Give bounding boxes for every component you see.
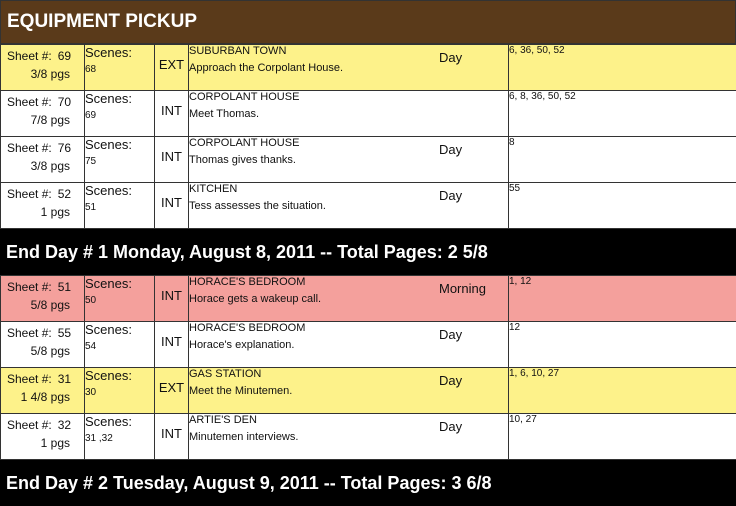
cast-ids: 1, 12 [509, 276, 736, 322]
sheet-info [1, 45, 84, 87]
sheet-number: 69 [58, 49, 71, 63]
scenes-label: Scenes: [85, 137, 154, 152]
scene-description: Meet Thomas. [189, 108, 508, 120]
set-cell [189, 414, 509, 460]
sheet-number: 76 [58, 141, 71, 155]
sheet-info [1, 137, 84, 179]
scenes-cell [85, 45, 155, 91]
set-name: HORACE'S BEDROOM [189, 276, 508, 288]
scenes-cell [85, 322, 155, 368]
time-of-day: Morning [439, 281, 486, 296]
set-cell [189, 322, 509, 368]
scenes-label: Scenes: [85, 183, 154, 198]
stripboard-title: EQUIPMENT PICKUP [0, 0, 736, 44]
page-count: 1 pgs [41, 205, 70, 219]
sheet-cell [1, 45, 85, 91]
sheet-number: 70 [58, 95, 71, 109]
int-ext: INT [155, 183, 189, 229]
page-count: 1 4/8 pgs [21, 390, 70, 404]
scene-numbers: 69 [85, 110, 154, 121]
scenes-label: Scenes: [85, 322, 154, 337]
cast-ids: 6, 8, 36, 50, 52 [509, 91, 736, 137]
cast-ids: 8 [509, 137, 736, 183]
int-ext: EXT [155, 368, 189, 414]
sheet-info [1, 91, 84, 133]
scenes-label: Scenes: [85, 276, 154, 291]
set-name: ARTIE'S DEN [189, 414, 508, 426]
scene-numbers: 54 [85, 341, 154, 352]
sheet-cell [1, 368, 85, 414]
int-ext: INT [155, 414, 189, 460]
sheet-info [1, 368, 84, 410]
page-count: 5/8 pgs [31, 344, 70, 358]
set-name: HORACE'S BEDROOM [189, 322, 508, 334]
page-count: 7/8 pgs [31, 113, 70, 127]
cast-ids: 1, 6, 10, 27 [509, 368, 736, 414]
end-day-banner: End Day # 1 Monday, August 8, 2011 -- Total Pages: 2 5/8 [0, 229, 736, 275]
scene-numbers: 50 [85, 295, 154, 306]
sheet-cell [1, 91, 85, 137]
end-day-banner: End Day # 2 Tuesday, August 9, 2011 -- Total Pages: 3 6/8 [0, 460, 736, 506]
scene-numbers: 68 [85, 64, 154, 75]
sheet-label: Sheet #: [7, 187, 52, 201]
sheet-cell [1, 183, 85, 229]
strip-row[interactable] [1, 45, 736, 91]
time-of-day: Day [439, 327, 462, 342]
strip-row[interactable] [1, 183, 736, 229]
time-of-day: Day [439, 188, 462, 203]
strip-row[interactable] [1, 322, 736, 368]
page-count: 3/8 pgs [31, 67, 70, 81]
scenes-cell [85, 368, 155, 414]
scenes-cell [85, 91, 155, 137]
scene-numbers: 51 [85, 202, 154, 213]
scenes-cell [85, 183, 155, 229]
sheet-number: 51 [58, 280, 71, 294]
sheet-label: Sheet #: [7, 280, 52, 294]
strip-row[interactable] [1, 368, 736, 414]
set-cell [189, 137, 509, 183]
cast-ids: 55 [509, 183, 736, 229]
scene-description: Horace gets a wakeup call. [189, 293, 508, 305]
sheet-label: Sheet #: [7, 372, 52, 386]
scene-description: Tess assesses the situation. [189, 200, 508, 212]
set-cell [189, 368, 509, 414]
scene-numbers: 30 [85, 387, 154, 398]
sheet-number: 32 [58, 418, 71, 432]
sheet-info [1, 414, 84, 456]
set-name: KITCHEN [189, 183, 508, 195]
sheet-cell [1, 276, 85, 322]
time-of-day: Day [439, 419, 462, 434]
set-name: CORPOLANT HOUSE [189, 137, 508, 149]
scenes-label: Scenes: [85, 91, 154, 106]
sheet-label: Sheet #: [7, 326, 52, 340]
strip-table [0, 44, 736, 229]
strip-row[interactable] [1, 276, 736, 322]
sheet-label: Sheet #: [7, 49, 52, 63]
set-cell [189, 183, 509, 229]
sheet-number: 31 [58, 372, 71, 386]
scenes-label: Scenes: [85, 368, 154, 383]
sheet-label: Sheet #: [7, 418, 52, 432]
int-ext: INT [155, 322, 189, 368]
stripboard-body [0, 44, 736, 506]
scene-description: Horace's explanation. [189, 339, 508, 351]
sheet-cell [1, 322, 85, 368]
cast-ids: 6, 36, 50, 52 [509, 45, 736, 91]
cast-ids: 10, 27 [509, 414, 736, 460]
sheet-info [1, 322, 84, 364]
scenes-label: Scenes: [85, 45, 154, 60]
time-of-day: Day [439, 142, 462, 157]
set-name: SUBURBAN TOWN [189, 45, 508, 57]
sheet-cell [1, 137, 85, 183]
strip-row[interactable] [1, 414, 736, 460]
scene-description: Meet the Minutemen. [189, 385, 508, 397]
set-name: CORPOLANT HOUSE [189, 91, 508, 103]
int-ext: INT [155, 276, 189, 322]
set-name: GAS STATION [189, 368, 508, 380]
scenes-cell [85, 276, 155, 322]
scene-description: Thomas gives thanks. [189, 154, 508, 166]
set-cell [189, 45, 509, 91]
sheet-number: 55 [58, 326, 71, 340]
sheet-cell [1, 414, 85, 460]
scenes-cell [85, 414, 155, 460]
scenes-label: Scenes: [85, 414, 154, 429]
sheet-number: 52 [58, 187, 71, 201]
page-count: 1 pgs [41, 436, 70, 450]
strip-row[interactable] [1, 91, 736, 137]
int-ext: EXT [155, 45, 189, 91]
scene-description: Approach the Corpolant House. [189, 62, 508, 74]
scenes-cell [85, 137, 155, 183]
cast-ids: 12 [509, 322, 736, 368]
sheet-label: Sheet #: [7, 95, 52, 109]
strip-table [0, 275, 736, 460]
time-of-day: Day [439, 373, 462, 388]
int-ext: INT [155, 137, 189, 183]
sheet-info [1, 276, 84, 318]
time-of-day: Day [439, 50, 462, 65]
page-count: 3/8 pgs [31, 159, 70, 173]
int-ext: INT [155, 91, 189, 137]
strip-row[interactable] [1, 137, 736, 183]
sheet-label: Sheet #: [7, 141, 52, 155]
set-cell [189, 276, 509, 322]
scene-numbers: 31 ,32 [85, 433, 154, 444]
scene-description: Minutemen interviews. [189, 431, 508, 443]
scene-numbers: 75 [85, 156, 154, 167]
page-count: 5/8 pgs [31, 298, 70, 312]
sheet-info [1, 183, 84, 225]
set-cell [189, 91, 509, 137]
